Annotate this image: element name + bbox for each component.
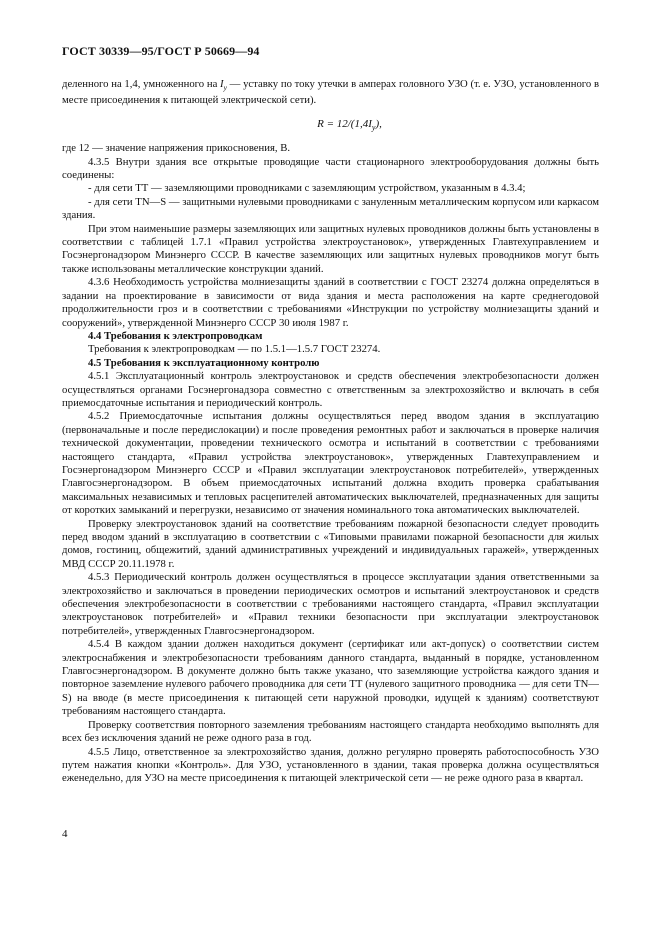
intro-text-b: — уставку по току утечки в амперах головного УЗО (т. е. УЗО, установленного в месте присоединения к питающей электрической сети). <box>62 78 600 107</box>
intro-variable: I <box>220 78 224 90</box>
paragraph-fire-safety: Проверку электроустановок зданий на соответствие требованиям пожарной безопасности следует проводить перед вводом зданий в эксплуатацию в соответствии с «Типовыми правилами пожарной безопасности для жилых домов, гостиниц, общежитий, зданий административных учреждений и индивидуальных гаражей», утвержденных МВД СССР 20.11.1978 г. <box>62 517 599 570</box>
paragraph-4-5-2: 4.5.2 Приемосдаточные испытания должны осуществляться перед вводом здания в эксплуатацию (первоначальные и после передислокации) и после проведения ремонтных работ и заключаться в проверке наличия технической документации, проведении технического осмотра и испытаний в соответствии с требованиями настоящего стандарта, «Правил устройства электроустановок», утвержденных Главтехуправлением и Госэнергонадзором Минэнерго СССР и «Правил эксплуатации электроустановок потребителей», утвержденных Главгосэнергонадзором. В объем приемосдаточных испытаний должна входить проверка срабатывания максимальных независимых и тепловых расцепителей автоматических выключателей, предназначенных для защиты от коротких замыканий и перегрузки, независимо от значения номинального тока автоматических выключателей. <box>62 410 599 517</box>
heading-4-5: 4.5 Требования к эксплуатационному контролю <box>88 356 320 369</box>
paragraph-regrounding: Проверку соответствия повторного заземления требованиям настоящего стандарта необходимо выполнять для всех без исключения зданий не реже одного раза в год. <box>62 718 599 745</box>
paragraph-where: где 12 — значение напряжения прикосновения, В. <box>62 142 291 155</box>
paragraph-4-5-5: 4.5.5 Лицо, ответственное за электрохозяйство здания, должно регулярно проверять работоспособность УЗО путем нажатия кнопки «Контроль». Для УЗО, установленного в здании, такая проверка должна осуществляться еженедельно, для УЗО на месте присоединения к питающей электрической сети — не реже одного раза в квартал. <box>62 745 599 785</box>
paragraph-4-5-3: 4.5.3 Периодический контроль должен осуществляться в процессе эксплуатации здания ответственными за электрохозяйство и заключаться в проведении периодических осмотров и испытаний электроустановок и средств обеспечения электробезопасности в соответствии с требованиями настоящего стандарта, «Правил эксплуатации электроустановок потребителей» и «Правил техники безопасности при эксплуатации электроустановок потребителей», утвержденных Главгосэнергонадзором. <box>62 571 599 637</box>
paragraph-4-5-1: 4.5.1 Эксплуатационный контроль электроустановок и средств обеспечения электробезопасности должен осуществляться органами Госэнергонадзора совместно с ответственным за электрохозяйство и включать в себя приемосдаточные испытания и периодический контроль. <box>62 370 599 409</box>
paragraph-sizes: При этом наименьшие размеры заземляющих или защитных нулевых проводников должны быть установлены в соответствии с таблицей 1.7.1 «Правил устройства электроустановок», утвержденных Главтехуправлением и Госэнергонадзором Минэнерго СССР. В качестве заземляющих или защитных нулевых проводников могут быть также использованы металлические конструкции зданий. <box>62 222 599 275</box>
body-text <box>62 78 599 786</box>
formula-subscript: y <box>371 122 376 132</box>
paragraph-4-3-5-tt: - для сети ТТ — заземляющими проводниками с заземляющим устройством, указанным в 4.3.4; <box>88 182 526 195</box>
paragraph-4-5-4: 4.5.4 В каждом здании должен находиться документ (сертификат или акт-допуск) о соответствии систем электроснабжения и электробезопасности требованиям данного стандарта, выданный в порядке, установленном Главгосэнергонадзором. В документе должно быть также указано, что заземляющие устройства каждого здания и повторное заземление нулевого рабочего проводника для сети ТТ (нулевого защитного проводника — для сети TN—S) на вводе (в месте присоединения к питающей сети наружной проводки, идущей к зданиям) соответствуют требованиям настоящего стандарта. <box>62 638 599 718</box>
formula-left: R = 12/(1,4 <box>317 117 369 130</box>
paragraph-4-3-6: 4.3.6 Необходимость устройства молниезащиты зданий в соответствии с ГОСТ 23274 должна определяться в задании на проектирование в зависимости от вида здания и места расположения на карте среднегодовой продолжительности гроз и в соответствии с требованиями «Инструкции по устройству молниезащиты зданий и сооружений», утвержденной Минэнерго СССР 30 июля 1987 г. <box>62 276 599 329</box>
paragraph-4-3-5-tns: - для сети ТN—S — защитными нулевыми проводниками с зануленным металлическим корпусом или каркасом здания. <box>62 195 599 222</box>
intro-subscript: y <box>223 83 227 92</box>
formula-variable: I <box>368 117 372 130</box>
paragraph-4-4: Требования к электропроводкам — по 1.5.1—1.5.7 ГОСТ 23274. <box>88 343 381 356</box>
formula <box>100 118 599 134</box>
heading-4-4: 4.4 Требования к электропроводкам <box>88 329 263 342</box>
formula-right: ), <box>375 117 382 130</box>
intro-text-a: деленного на 1,4, умноженного на <box>62 78 221 90</box>
paragraph-4-3-5: 4.3.5 Внутри здания все открытые проводящие части стационарного электрооборудования должны быть соединены: <box>62 155 599 182</box>
standard-header: ГОСТ 30339—95/ГОСТ Р 50669—94 <box>62 44 260 58</box>
paragraph-intro <box>62 78 599 108</box>
page-number: 4 <box>62 828 68 840</box>
